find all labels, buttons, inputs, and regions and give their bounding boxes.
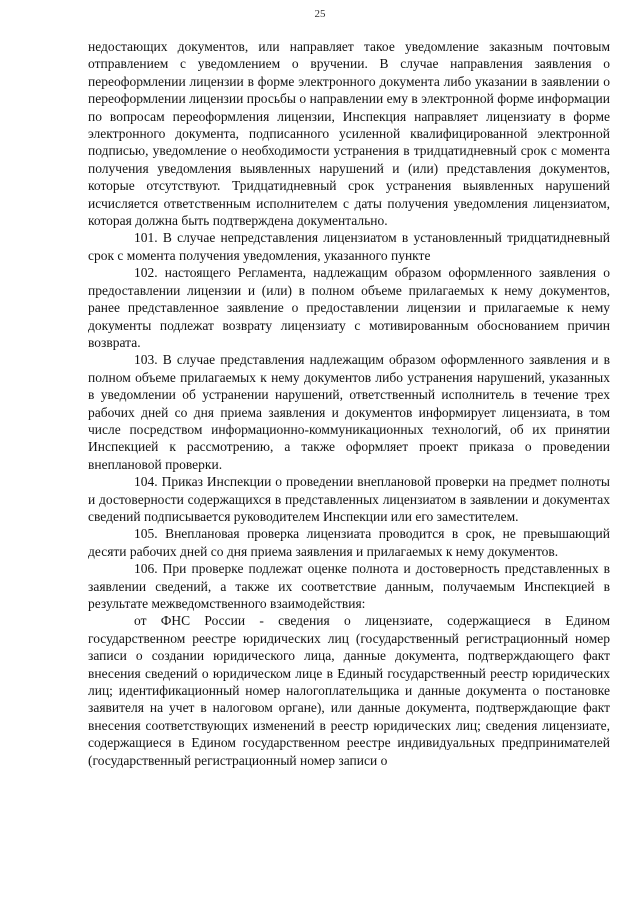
paragraph-101: 101. В случае непредставления лицензиатом в установленный тридцатидневный срок с момента получения уведомления, указанного пункте <box>88 230 610 263</box>
document-body <box>88 38 610 769</box>
paragraph-103: 103. В случае представления надлежащим образом оформленного заявления и в полном объеме прилагаемых к нему документов либо устранения нарушений, указанных в уведомлении об устранении нарушений, ответственный исполнитель в течение трех рабочих дней со дня приема заявления и документов информирует лицензиата, в том числе посредством информационно-коммуникационных технологий, об их принятии Инспекцией к рассмотрению, а также оформляет проект приказа о проведении внеплановой проверки. <box>88 352 610 472</box>
paragraph-104: 104. Приказ Инспекции о проведении внеплановой проверки на предмет полноты и достоверности содержащихся в представленных лицензиатом в заявлении и документах сведений подписывается руководителем Инспекции или его заместителем. <box>88 474 610 524</box>
paragraph-102: 102. настоящего Регламента, надлежащим образом оформленного заявления о предоставлении лицензии и (или) в полном объеме прилагаемых к нему документов, ранее представленное заявление о предоставлении лицензии и прилагаемые к нему документы подлежат возврату лицензиату с мотивированным обоснованием причин возврата. <box>88 265 610 350</box>
paragraph-105: 105. Внеплановая проверка лицензиата проводится в срок, не превышающий десяти рабочих дней со дня приема заявления и прилагаемых к нему документов. <box>88 526 610 559</box>
paragraph-continuation: недостающих документов, или направляет такое уведомление заказным почтовым отправлением с уведомлением о вручении. В случае направления заявления о переоформлении лицензии в форме электронного документа либо указании в заявлении о переоформлении лицензии просьбы о направлении ему в электронной форме информации по вопросам переоформления лицензии, Инспекция направляет лицензиату в форме электронного документа, подписанного усиленной квалифицированной электронной подписью, уведомление о необходимости устранения в тридцатидневный срок с момента получения уведомления выявленных нарушений и (или) представления документов, которые отсутствуют. Тридцатидневный срок устранения выявленных нарушений исчисляется ответственным исполнителем с даты получения уведомления лицензиатом, которая должна быть подтверждена документально. <box>88 39 610 229</box>
paragraph-fns-russia: от ФНС России - сведения о лицензиате, содержащиеся в Едином государственном реестре юридических лиц (государственный регистрационный номер записи о создании юридического лица, данные документа, подтверждающего факт внесения сведений о юридическом лице в Единый государственный реестр юридических лиц; идентификационный номер налогоплательщика и данные документа о постановке заявителя на учет в налоговом органе), или данные документа, подтверждающие факт внесения соответствующих изменений в реестр юридических лиц; сведения лицензиате, содержащиеся в Едином государственном реестре индивидуальных предпринимателей (государственный регистрационный номер записи о <box>88 613 610 768</box>
paragraph-106: 106. При проверке подлежат оценке полнота и достоверность представленных в заявлении сведений, а также их соответствие данным, получаемым Инспекцией в результате межведомственного взаимодействия: <box>88 561 610 611</box>
page-number: 25 <box>314 8 326 20</box>
